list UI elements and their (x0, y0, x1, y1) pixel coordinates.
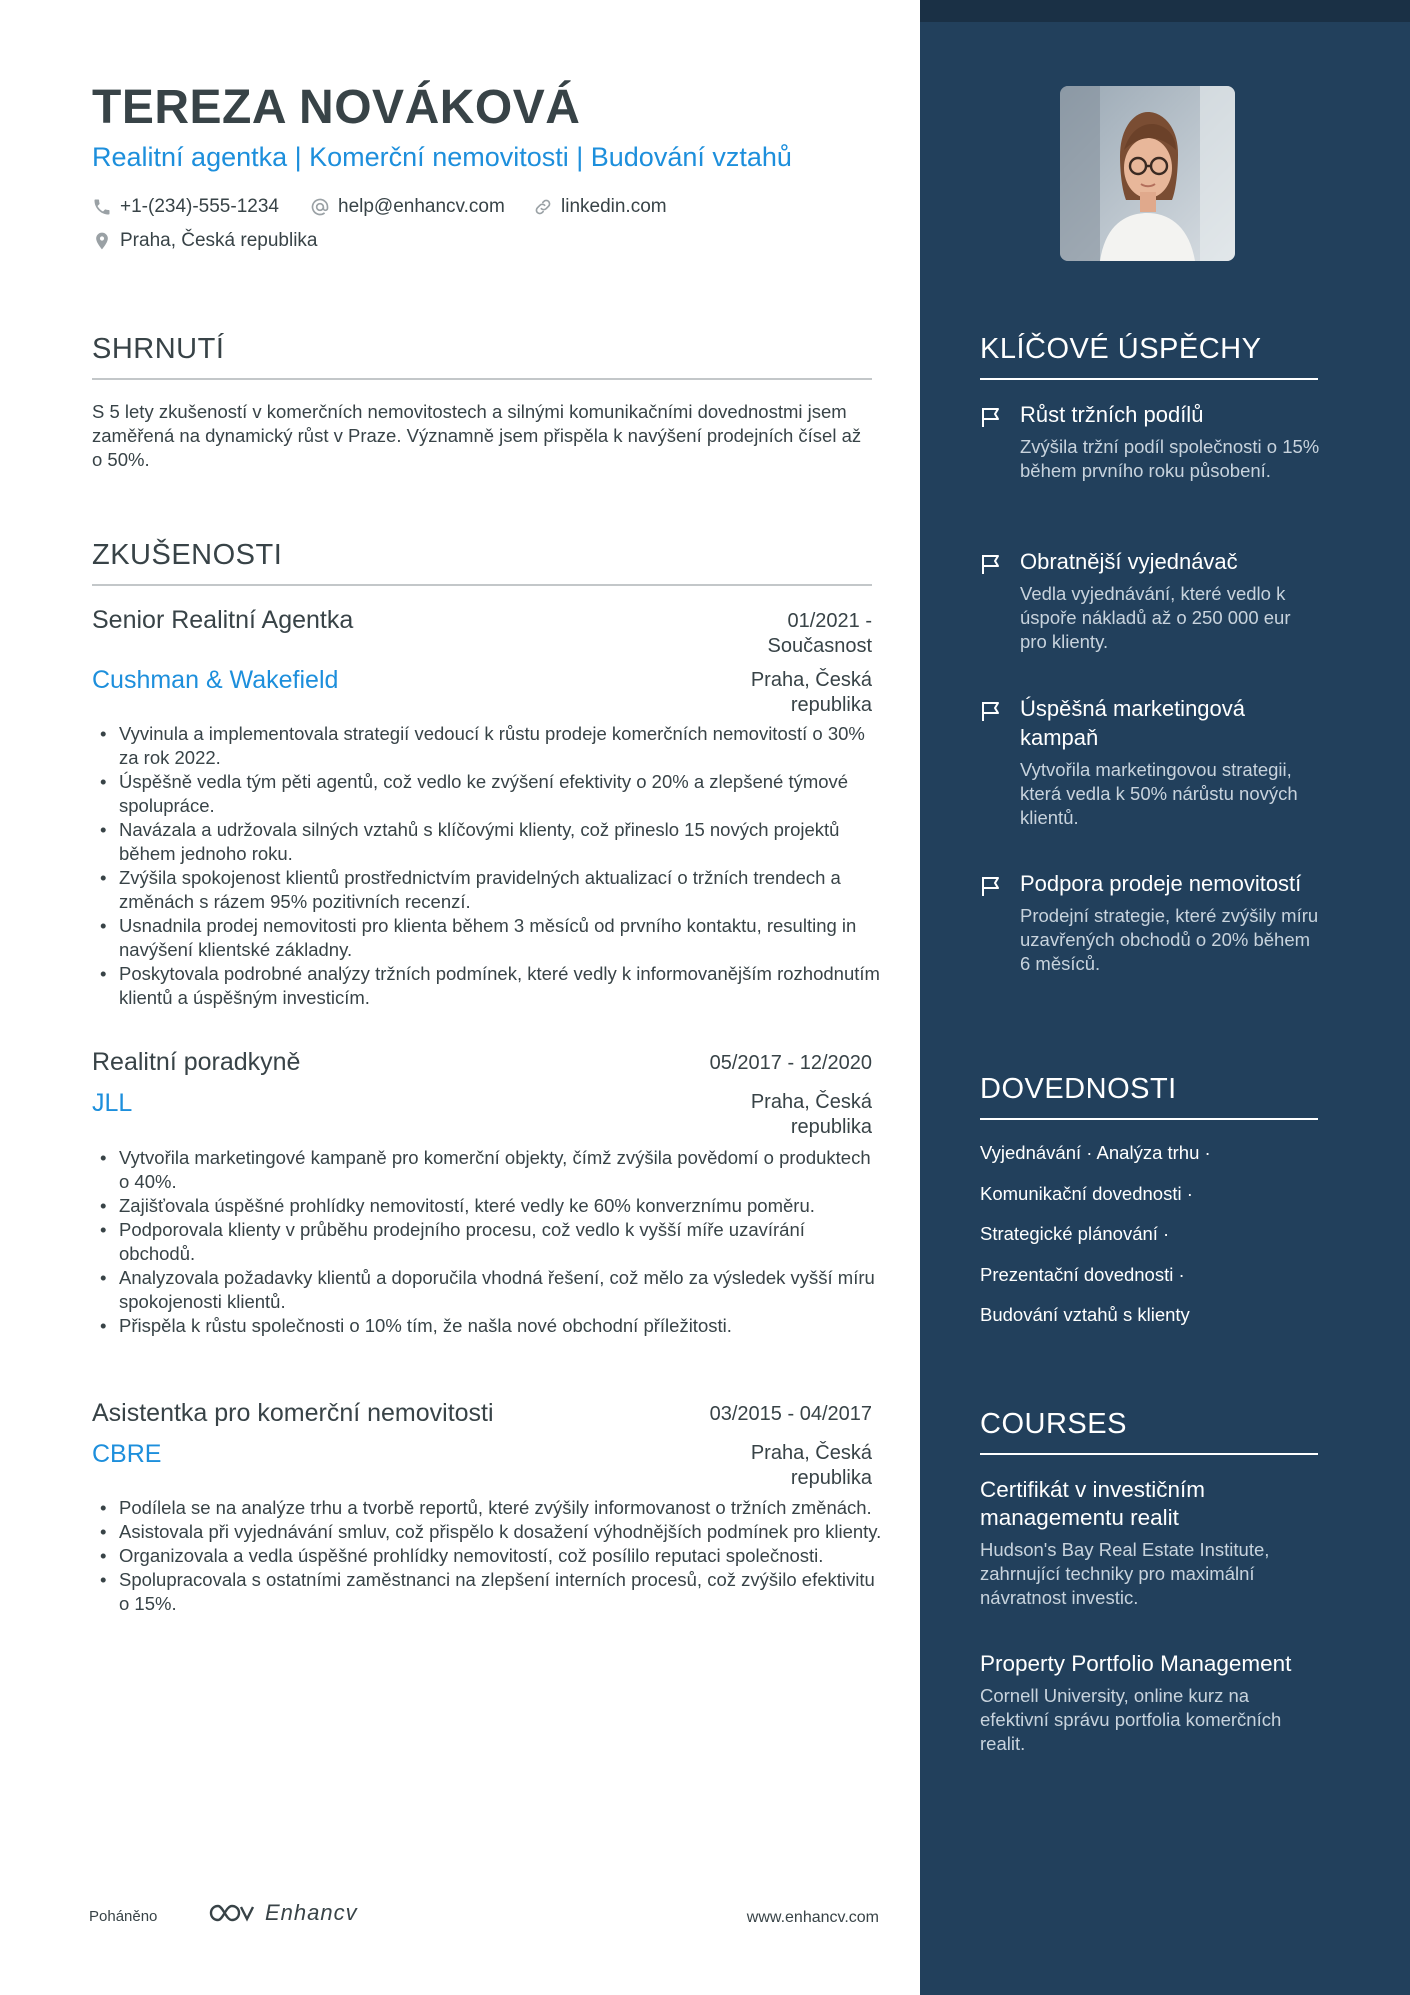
achievements-divider (980, 378, 1318, 380)
job-location-line: republika (790, 1116, 872, 1138)
skill-line: Komunikační dovednosti · (980, 1183, 1193, 1204)
course-item (980, 1476, 1320, 1610)
sidebar-top-strip (920, 0, 1410, 22)
bullet-item: • Usnadnila prodej nemovitosti pro klienta během 3 měsíců od prvního kontaktu, resulting in navýšení klientské základny. (92, 914, 882, 962)
phone-icon (92, 197, 112, 217)
courses-heading: COURSES (980, 1408, 1127, 1440)
skill-line: Budování vztahů s klienty (980, 1304, 1190, 1325)
courses-divider (980, 1453, 1318, 1455)
job-dates-line: 03/2015 - 04/2017 (709, 1403, 872, 1425)
email-text[interactable]: help@enhancv.com (338, 196, 505, 217)
summary-heading: SHRNUTÍ (92, 333, 225, 365)
job-location-line: Praha, Česká (750, 669, 872, 691)
bullet-item: • Úspěšně vedla tým pěti agentů, což vedlo ke zvýšení efektivity o 20% a zlepšené týmové spolupráce. (92, 770, 882, 818)
achievement-item (980, 400, 1320, 483)
bullet-item: • Podporovala klienty v průběhu prodejního procesu, což vedlo k vyšší míře uzavírání obchodů. (92, 1218, 882, 1266)
job-dates (767, 609, 872, 659)
achievement-title: Obratnější vyjednávač (1020, 549, 1238, 574)
phone-text: +1-(234)-555-1234 (120, 196, 279, 217)
enhancv-logo[interactable] (207, 1900, 358, 1926)
footer-powered-label: Poháněno (89, 1908, 158, 1925)
flag-icon (980, 875, 1004, 897)
bullet-item: • Poskytovala podrobné analýzy tržních podmínek, které vedly k informovanějším rozhodnutím klientů a úspěšným investicím. (92, 962, 882, 1010)
course-desc: Cornell University, online kurz na efektivní správu portfolia komerčních realit. (980, 1685, 1282, 1754)
job-bullets (92, 1146, 882, 1338)
link-icon (533, 197, 553, 217)
skills-divider (980, 1118, 1318, 1120)
summary-text: S 5 lety zkušeností v komerčních nemovitostech a silnými komunikačními dovednostmi jsem zaměřená na dynamický růst v Praze. Významně jsem přispěla k navýšení prodejních čísel až o 50%. (92, 401, 862, 470)
job-location-line: Praha, Česká (750, 1442, 872, 1464)
candidate-title: Realitní agentka | Komerční nemovitosti | Budování vztahů (92, 142, 792, 172)
job-location (751, 1090, 872, 1140)
skill-line: Prezentační dovednosti · (980, 1264, 1185, 1285)
job-title: Realitní poradkyně (92, 1048, 301, 1076)
job-dates (710, 1051, 872, 1076)
flag-icon (980, 700, 1004, 722)
bullet-item: • Zvýšila spokojenost klientů prostřednictvím pravidelných aktualizací o tržních trendech a změnách s rázem 95% pozitivních recenzí. (92, 866, 882, 914)
bullet-item: • Vytvořila marketingové kampaně pro komerční objekty, čímž zvýšila povědomí o produktech o 40%. (92, 1146, 882, 1194)
footer-url[interactable]: www.enhancv.com (746, 1909, 879, 1926)
bullet-item: • Spolupracovala s ostatními zaměstnanci na zlepšení interních procesů, což zvýšilo efektivitu o 15%. (92, 1568, 882, 1616)
profile-photo-image (1060, 86, 1235, 261)
job-dates-line: 05/2017 - 12/2020 (709, 1052, 872, 1074)
skill-line: Strategické plánování · (980, 1223, 1170, 1244)
job-dates (710, 1402, 872, 1427)
job-title: Asistentka pro komerční nemovitosti (92, 1399, 494, 1427)
achievement-item (980, 547, 1320, 654)
skills-heading: DOVEDNOSTI (980, 1073, 1177, 1105)
achievement-desc: Zvýšila tržní podíl společnosti o 15% během prvního roku působení. (1020, 436, 1320, 481)
achievement-title: Růst tržních podílů (1020, 402, 1204, 427)
job-location-line: Praha, Česká (750, 1091, 872, 1113)
experience-heading: ZKUŠENOSTI (92, 539, 283, 571)
bullet-item: • Přispěla k růstu společnosti o 10% tím, že našla nové obchodní příležitosti. (92, 1314, 882, 1338)
email-contact[interactable] (310, 196, 505, 218)
bullet-item: • Zajišťovala úspěšné prohlídky nemovitostí, které vedly ke 60% konverznímu poměru. (92, 1194, 882, 1218)
achievement-desc: Vytvořila marketingovou strategii, která vedla k 50% nárůstu nových klientů. (1020, 759, 1298, 828)
job-location (751, 1441, 872, 1491)
achievement-item (980, 869, 1320, 976)
location-contact (92, 230, 318, 252)
job-bullets (92, 722, 882, 1010)
bullet-item: • Podílela se na analýze trhu a tvorbě reportů, které zvýšily informovanost o tržních změnách. (92, 1496, 882, 1520)
achievements-heading: KLÍČOVÉ ÚSPĚCHY (980, 333, 1262, 365)
job-bullets (92, 1496, 882, 1616)
bullet-item: • Organizovala a vedla úspěšné prohlídky nemovitostí, což posílilo reputaci společnosti. (92, 1544, 882, 1568)
phone-contact (92, 196, 279, 218)
course-title: Property Portfolio Management (980, 1651, 1292, 1676)
job-title: Senior Realitní Agentka (92, 606, 354, 634)
achievement-item (980, 694, 1320, 830)
course-desc: Hudson's Bay Real Estate Institute, zahrnující techniky pro maximální návratnost investic. (980, 1539, 1270, 1608)
course-title: Certifikát v investičním managementu realit (980, 1477, 1206, 1530)
linkedin-contact[interactable] (533, 196, 667, 218)
enhancv-logo-text: Enhancv (265, 1900, 358, 1925)
profile-photo (1060, 86, 1235, 261)
experience-divider (92, 584, 872, 586)
job-location (751, 668, 872, 718)
course-item (980, 1650, 1320, 1756)
job-company: JLL (92, 1089, 133, 1117)
linkedin-text[interactable]: linkedin.com (561, 196, 667, 217)
achievement-title: Úspěšná marketingová kampaň (1020, 696, 1246, 750)
achievement-desc: Vedla vyjednávání, které vedlo k úspoře nákladů až o 250 000 eur pro klienty. (1020, 583, 1291, 652)
flag-icon (980, 553, 1004, 575)
summary-divider (92, 378, 872, 380)
bullet-item: • Analyzovala požadavky klientů a doporučila vhodná řešení, což mělo za výsledek vyšší míru spokojenosti klientů. (92, 1266, 882, 1314)
at-icon (310, 197, 330, 217)
achievement-desc: Prodejní strategie, které zvýšily míru uzavřených obchodů o 20% během 6 měsíců. (1020, 905, 1319, 974)
job-location-line: republika (790, 694, 872, 716)
bullet-item: • Asistovala při vyjednávání smluv, což přispělo k dosažení výhodnějších podmínek pro klienty. (92, 1520, 882, 1544)
enhancv-logo-icon (207, 1901, 255, 1925)
location-pin-icon (92, 231, 112, 251)
bullet-item: • Vyvinula a implementovala strategií vedoucí k růstu prodeje komerčních nemovitostí o 30% za rok 2022. (92, 722, 882, 770)
job-company: Cushman & Wakefield (92, 666, 339, 694)
job-dates-line: 01/2021 - (787, 610, 872, 632)
job-dates-line: Současnost (767, 635, 872, 657)
location-text: Praha, Česká republika (120, 230, 318, 251)
bullet-item: • Navázala a udržovala silných vztahů s klíčovými klienty, což přineslo 15 nových projektů během jednoho roku. (92, 818, 882, 866)
skill-line: Vyjednávání · Analýza trhu · (980, 1142, 1211, 1163)
candidate-name: TEREZA NOVÁKOVÁ (92, 81, 581, 134)
flag-icon (980, 406, 1004, 428)
job-location-line: republika (790, 1467, 872, 1489)
job-company: CBRE (92, 1440, 162, 1468)
achievement-title: Podpora prodeje nemovitostí (1020, 871, 1302, 896)
